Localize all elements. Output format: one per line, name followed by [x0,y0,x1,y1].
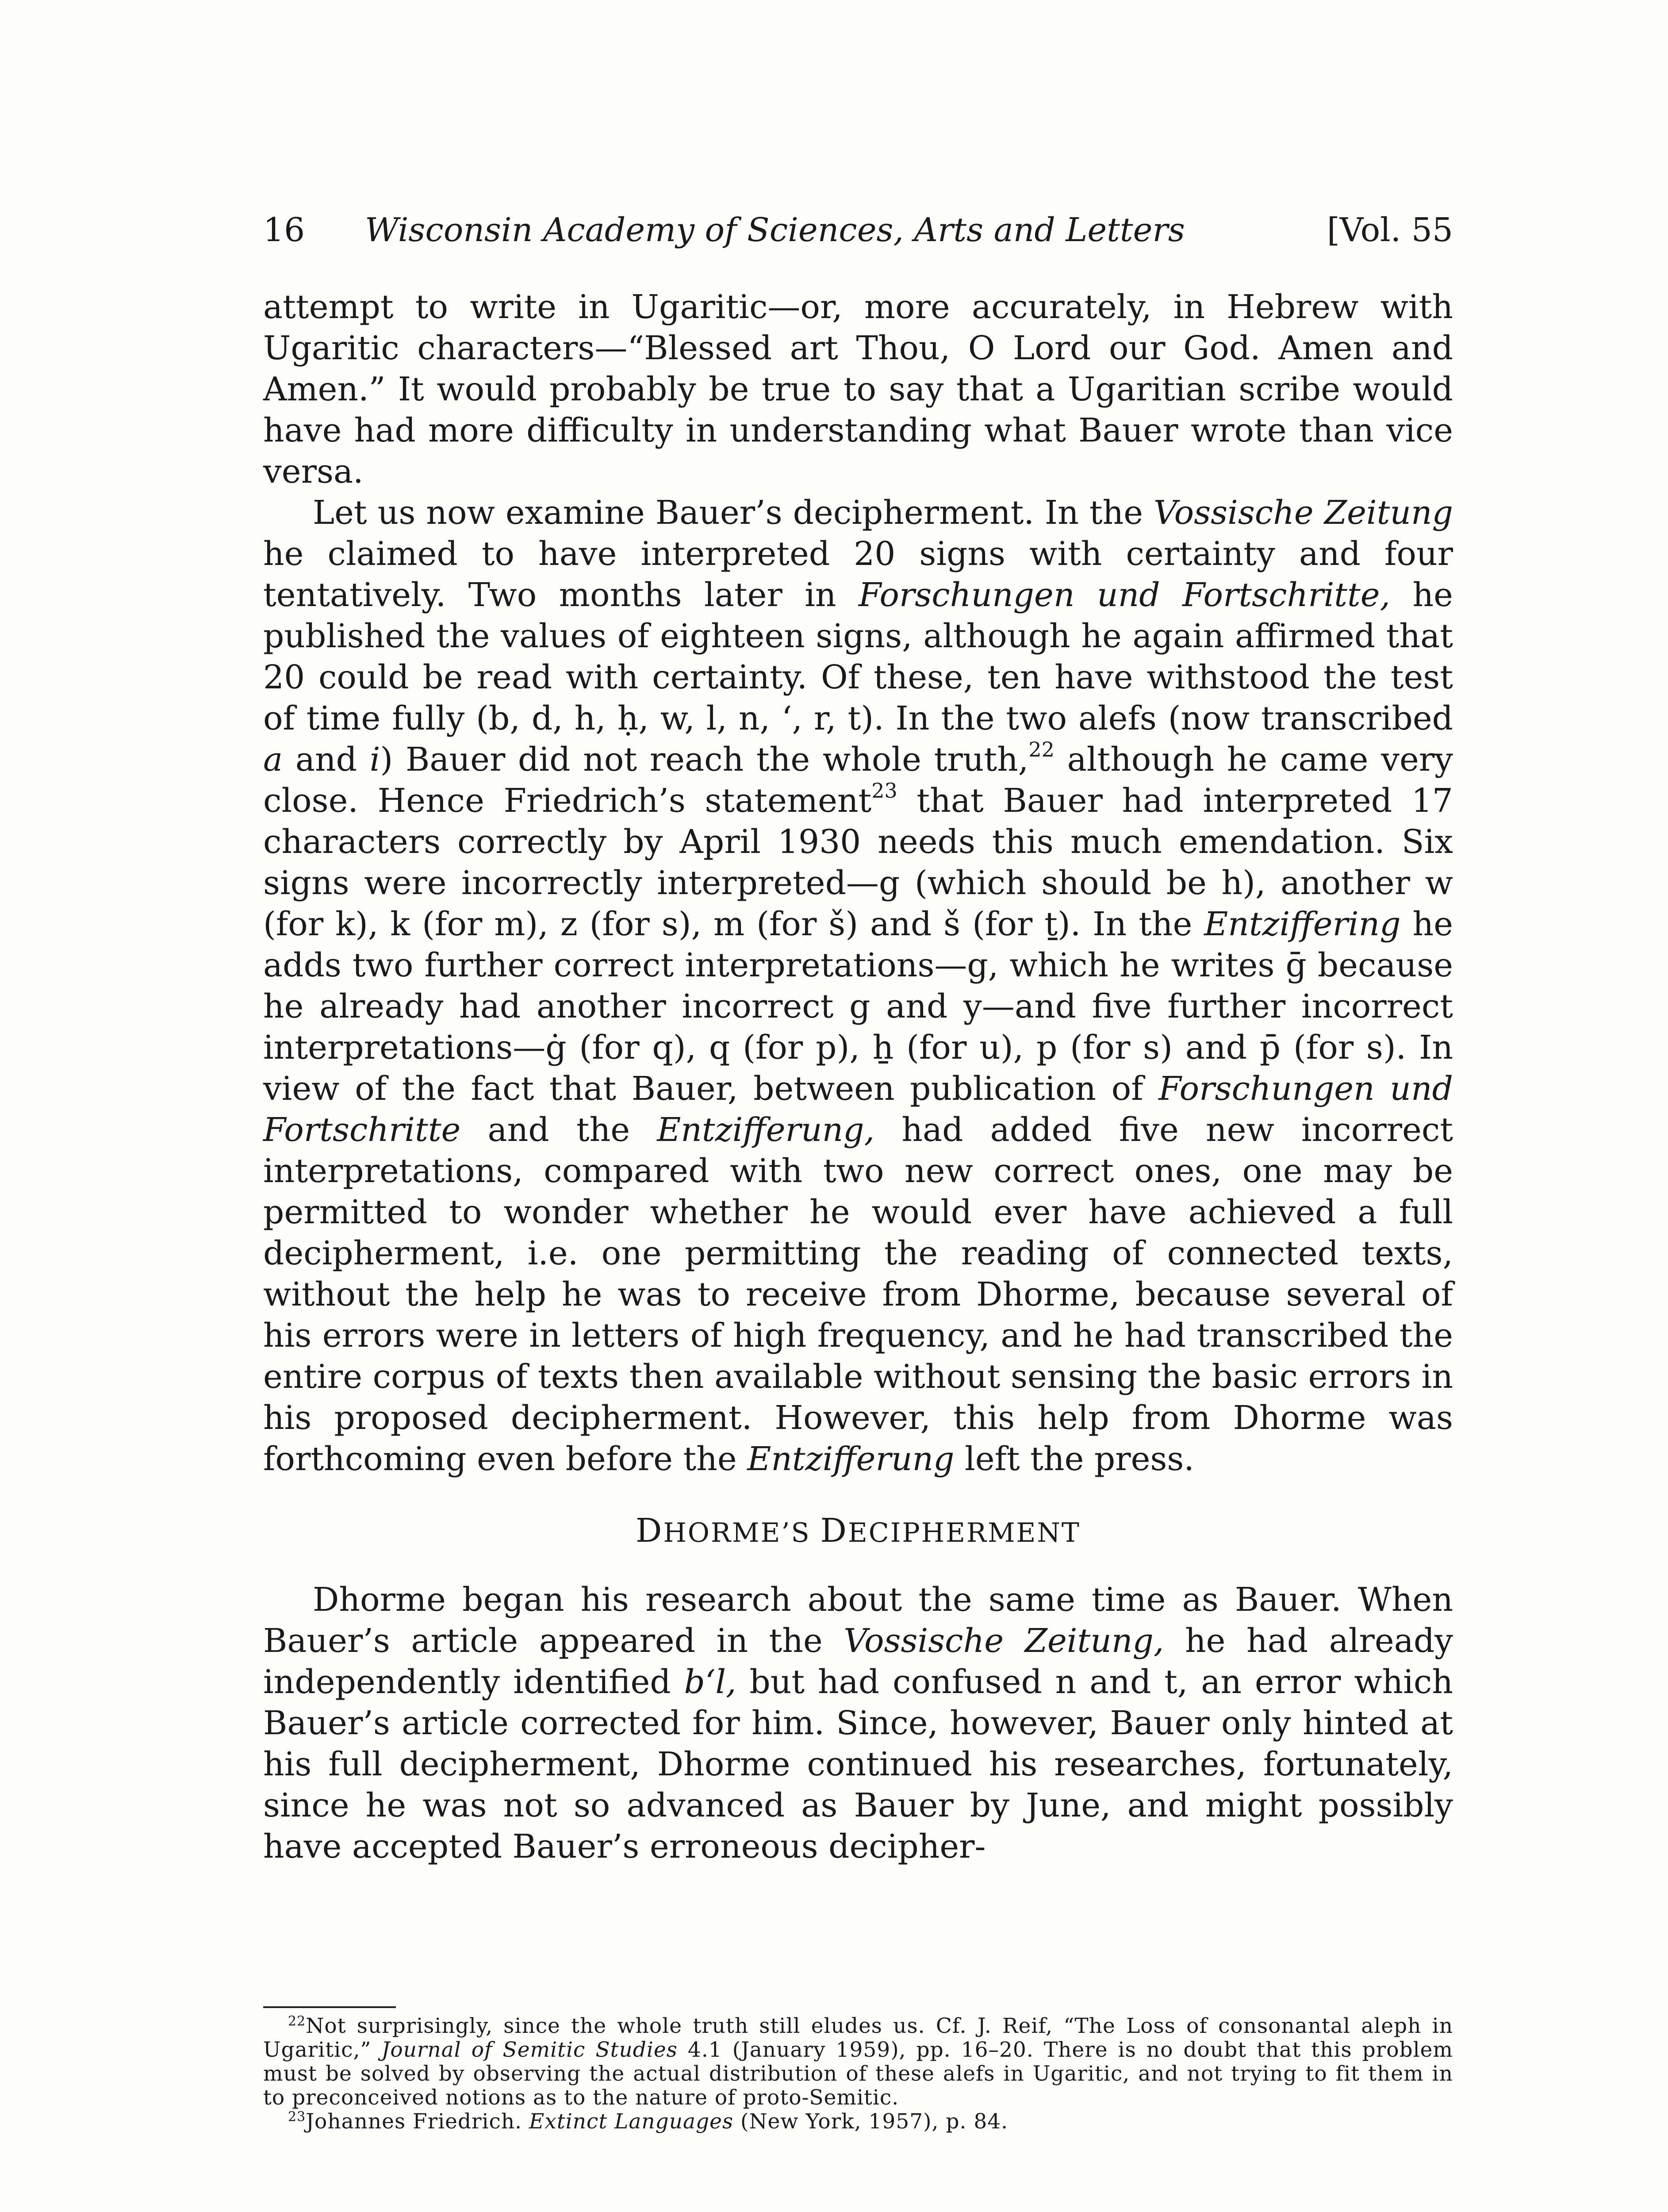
footnote-23: $^{23}$Johannes Friedrich. Extinct Languages (New York, 1957), p. 84. [288,2109,1008,2134]
footnote-ref-23: 23 [871,779,897,803]
main-text [263,287,1453,1867]
paragraph-1: attempt to write in Ugaritic—or, more accurately, in Hebrew with Ugaritic characters—“Blessed art Thou, O Lord our God. Amen and Amen.” It would probably be true to say that a Ugaritian scribe would have had more difficulty in understanding what Bauer wrote than vice versa. [263,288,1453,491]
journal-title: Wisconsin Academy of Sciences, Arts and Letters [365,211,1185,249]
footnote-22: $^{22}$Not surprisingly, since the whole truth still eludes us. Cf. J. Reif, “The Loss of consonantal aleph in Ugaritic,” Journal of Semitic Studies 4.1 (January 1959), pp. 16–20. There is no doubt that this problem must be solved by observing the actual distribution of these alefs in Ugaritic, and not trying to fit them in to preconceived notions as to the nature of proto-Semitic. [263,2013,1453,2110]
section-heading: DHORME’S DECIPHERMENT [636,1512,1081,1550]
volume-label: [Vol. 55 [1327,211,1453,249]
page-number: 16 [263,211,305,249]
running-head [263,208,1453,252]
paragraph-3: Dhorme began his research about the same time as Bauer. When Bauer’s article appeared in the Vossische Zeitung, he had already independently identified b‘l, but had confused n and t, an error which Bauer’s article corrected for him. Since, however, Bauer only hinted at his full decipherment, Dhorme continued his researches, fortunately, since he was not so advanced as Bauer by June, and might possibly have accepted Bauer’s erroneous decipher- [263,1581,1453,1866]
footnotes [263,2014,1453,2134]
footnote-divider [263,2006,396,2008]
footnote-ref-22: 22 [1028,737,1054,762]
paragraph-2: Let us now examine Bauer’s decipherment. In the Vossische Zeitung he claimed to have interpreted 20 signs with certainty and four tentatively. Two months later in Forschungen und Fortschritte, he published the values of eighteen signs, although he again affirmed that 20 could be read with certainty. Of these, ten have withstood the test of time fully (b, d, h, ḥ, w, l, n, ‘, r, t). In the two alefs (now transcribed a and i) Bauer did not reach the whole truth,$^{22}$ although he came very close. Hence Friedrich’s statement$^{23}$ that Bauer had interpreted 17 characters correctly by April 1930 needs this much emendation. Six signs were incorrectly interpreted—g (which should be h), another w (for k), k (for m), z (for s), m (for š) and š (for ṯ). In the Entziffering he adds two further correct interpretations—g, which he writes ḡ because he already had another incorrect g and y—and five further incorrect interpretations—ġ (for q), q (for p), ẖ (for u), p (for s) and p̄ (for s). In view of the fact that Bauer, between publication of Forschungen und Fortschritte and the Entzifferung, had added five new incorrect interpretations, compared with two new correct ones, one may be permitted to wonder whether he would ever have achieved a full decipherment, i.e. one permitting the reading of connected texts, without the help he was to receive from Dhorme, because several of his errors were in letters of high frequency, and he had transcribed the entire corpus of texts then available without sensing the basic errors in his proposed decipherment. However, this help from Dhorme was forthcoming even before the Entzifferung left the press. [263,494,1453,1478]
